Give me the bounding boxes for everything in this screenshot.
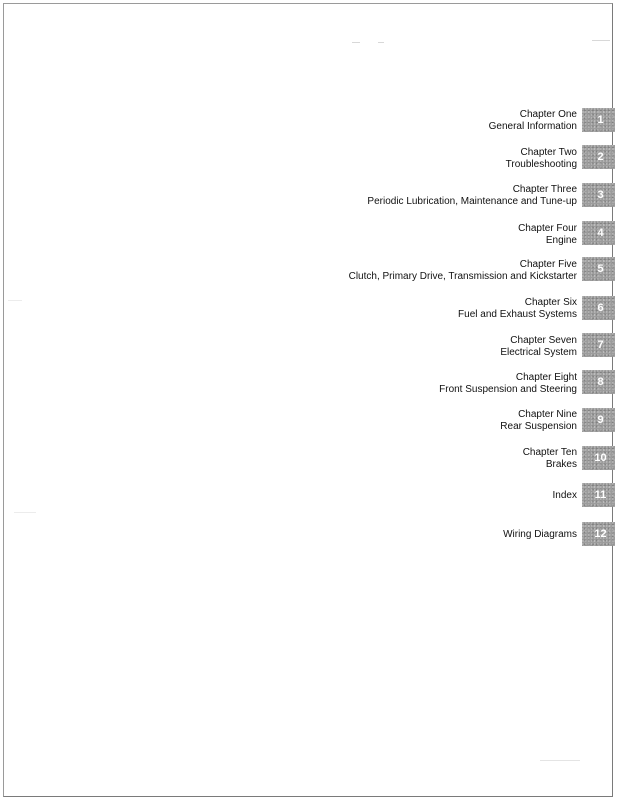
chapter-tab-2[interactable]: 2 — [582, 145, 615, 169]
toc-entry-chapter-seven[interactable] — [500, 335, 577, 359]
chapter-tab-11[interactable]: 11 — [582, 483, 615, 507]
chapter-title: Index — [552, 490, 577, 501]
chapter-tab-10[interactable]: 10 — [582, 446, 615, 470]
scan-artifact — [592, 40, 610, 41]
chapter-subtitle: Periodic Lubrication, Maintenance and Tune-up — [367, 196, 577, 207]
toc-entry-index[interactable] — [553, 490, 577, 502]
toc-entry-chapter-ten[interactable] — [523, 447, 577, 471]
chapter-subtitle: Troubleshooting — [505, 159, 577, 170]
chapter-subtitle: Brakes — [545, 459, 577, 470]
chapter-title: Chapter Nine — [518, 409, 577, 420]
scan-artifact — [378, 42, 384, 43]
chapter-title: Chapter Two — [520, 147, 577, 158]
chapter-tab-12[interactable]: 12 — [582, 522, 615, 546]
toc-entry-chapter-one[interactable] — [489, 109, 577, 133]
chapter-title: Chapter Six — [524, 297, 577, 308]
chapter-subtitle: Engine — [545, 235, 577, 246]
chapter-tab-1[interactable]: 1 — [582, 108, 615, 132]
chapter-tab-5[interactable]: 5 — [582, 257, 615, 281]
scan-artifact — [8, 300, 22, 301]
chapter-tab-8[interactable]: 8 — [582, 370, 615, 394]
chapter-title: Chapter Eight — [515, 372, 577, 383]
toc-entry-chapter-two[interactable] — [506, 147, 577, 171]
chapter-subtitle: Clutch, Primary Drive, Transmission and Kickstarter — [348, 271, 577, 282]
chapter-title: Chapter Four — [518, 223, 577, 234]
chapter-subtitle: Fuel and Exhaust Systems — [458, 309, 577, 320]
chapter-title: Chapter Seven — [510, 335, 577, 346]
chapter-title: Chapter Ten — [522, 447, 577, 458]
scan-artifact — [14, 512, 36, 513]
toc-entry-chapter-nine[interactable] — [500, 409, 577, 433]
chapter-title: Chapter One — [519, 109, 577, 120]
chapter-tab-6[interactable]: 6 — [582, 296, 615, 320]
toc-entry-chapter-five[interactable] — [349, 259, 577, 283]
chapter-tab-9[interactable]: 9 — [582, 408, 615, 432]
chapter-subtitle: General Information — [488, 121, 577, 132]
chapter-subtitle: Electrical System — [500, 347, 577, 358]
chapter-title: Chapter Five — [519, 259, 577, 270]
scan-artifact — [540, 760, 580, 761]
scan-artifact — [352, 42, 360, 43]
toc-entry-chapter-four[interactable] — [518, 223, 577, 247]
toc-entry-wiring-diagrams[interactable] — [503, 529, 577, 541]
chapter-title: Wiring Diagrams — [503, 529, 577, 540]
chapter-subtitle: Front Suspension and Steering — [439, 384, 577, 395]
chapter-subtitle: Rear Suspension — [500, 421, 577, 432]
chapter-tab-3[interactable]: 3 — [582, 183, 615, 207]
chapter-title: Chapter Three — [512, 184, 577, 195]
toc-entry-chapter-six[interactable] — [458, 297, 577, 321]
chapter-tab-7[interactable]: 7 — [582, 333, 615, 357]
toc-entry-chapter-three[interactable] — [367, 184, 577, 208]
chapter-tab-4[interactable]: 4 — [582, 221, 615, 245]
toc-entry-chapter-eight[interactable] — [439, 372, 577, 396]
